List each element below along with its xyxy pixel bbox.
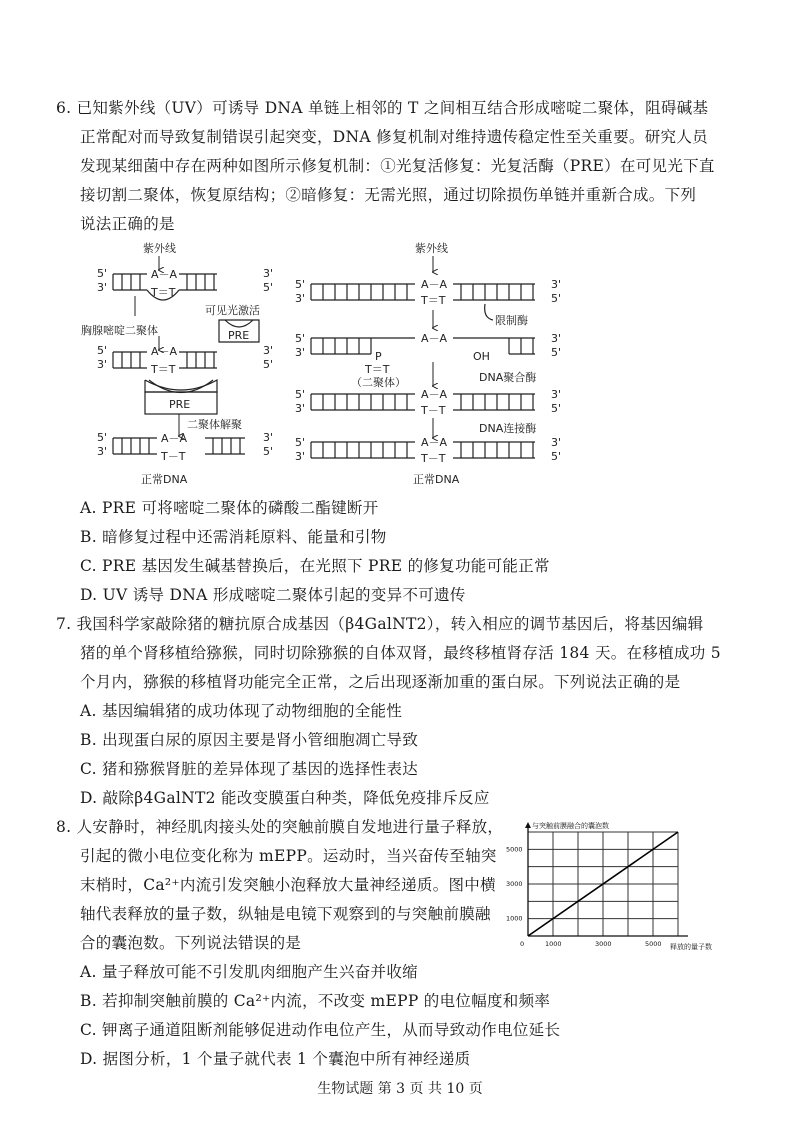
x-tick-label: 0 [520,940,525,948]
quantum-vesicle-chart [490,818,720,952]
q6-option-b: B. 暗修复过程中还需消耗原料、能量和引物 [80,528,387,546]
svg-text:A－A: A－A [421,332,448,345]
q8-option-c: C. 钾离子通道阻断剂能够促进动作电位产生，从而导致动作电位延长 [80,1021,561,1039]
svg-text:5': 5' [295,278,306,291]
svg-text:3': 3' [295,402,306,415]
svg-text:3': 3' [295,292,306,305]
dna-polymerase-label: DNA聚合酶 [479,371,537,384]
svg-text:T＝T: T＝T [421,294,446,307]
svg-text:3': 3' [551,388,562,401]
end-5-label: 5' [97,267,108,280]
svg-text:3': 3' [263,344,274,357]
svg-text:A－A: A－A [161,432,188,445]
svg-text:5': 5' [263,281,274,294]
svg-text:5': 5' [295,388,306,401]
normal-dna-label-left: 正常DNA [141,473,188,486]
pre-enzyme-1: PRE [228,329,250,342]
svg-text:T＝T: T＝T [365,363,390,376]
q7-stem-line-1: 7. 我国科学家敲除猪的糖抗原合成基因（β4GalNT2），转入相应的调节基因后，将基因编辑 [56,615,704,633]
q8-stem-line-3: 末梢时，Ca²⁺内流引发突触小泡释放大量神经递质。图中横 [80,876,496,894]
q7-option-c: C. 猪和猕猴肾脏的差异体现了基因的选择性表达 [80,760,419,778]
q7-option-b: B. 出现蛋白尿的原因主要是肾小管细胞凋亡导致 [80,731,419,749]
svg-text:A－A: A－A [421,278,448,291]
svg-text:5': 5' [551,402,562,415]
q6-option-d: D. UV 诱导 DNA 形成嘧啶二聚体引起的变异不可遗传 [80,586,466,604]
y-axis-title: 与突触前膜融合的囊泡数 [532,822,609,830]
svg-text:3': 3' [551,332,562,345]
svg-text:5': 5' [295,436,306,449]
svg-text:A－A: A－A [151,345,178,358]
visible-light-label: 可见光激活 [205,304,260,317]
q7-option-a: A. 基因编辑猪的成功体现了动物细胞的全能性 [80,702,403,720]
q8-stem-line-1: 8. 人安静时，神经肌肉接头处的突触前膜自发地进行量子释放， [56,818,504,836]
svg-text:3': 3' [551,436,562,449]
q7-stem-line-3: 个月内，猕猴的移植肾功能完全正常，之后出现逐渐加重的蛋白尿。下列说法正确的是 [80,673,681,691]
svg-text:5': 5' [551,292,562,305]
svg-text:5': 5' [97,344,108,357]
end-3-label: 3' [97,281,108,294]
dimer-break-label: 二聚体解聚 [187,418,242,431]
svg-text:A－A: A－A [421,436,448,449]
svg-text:3': 3' [295,346,306,359]
x-tick-label: 3000 [595,940,612,948]
endonuclease-label: 限制酶 [495,314,528,327]
svg-text:5': 5' [263,445,274,458]
svg-text:5': 5' [295,332,306,345]
x-axis-title: 释放的量子数 [670,943,712,951]
tt-dimer-1: T＝T [151,286,176,299]
svg-text:5': 5' [97,431,108,444]
q7-option-d: D. 敲除β4GalNT2 能改变膜蛋白种类，降低免疫排斥反应 [80,789,490,807]
svg-text:5': 5' [551,450,562,463]
q6-stem-line-3: 发现某细菌中存在两种如图所示修复机制：①光复活修复：光复活酶（PRE）在可见光下直 [80,157,715,175]
q8-stem-line-5: 合的囊泡数。下列说法错误的是 [80,934,302,952]
q8-option-a: A. 量子释放可能不引发肌肉细胞产生兴奋并收缩 [80,963,418,981]
svg-text:3': 3' [97,445,108,458]
y-axis-arrow [525,822,531,828]
svg-text:A－A: A－A [421,388,448,401]
dna-repair-diagram [81,240,575,490]
svg-text:3': 3' [263,431,274,444]
svg-text:T－T: T－T [421,404,446,417]
svg-text:T－T: T－T [421,452,446,465]
x-tick-label: 1000 [545,940,562,948]
dna-ligase-label: DNA连接酶 [479,422,537,435]
q6-stem-line-4: 接切割二聚体，恢复原结构；②暗修复：无需光照，通过切除损伤单链并重新合成。下列 [80,186,697,204]
svg-text:3': 3' [295,450,306,463]
page-footer: 生物试题 第 3 页 共 10 页 [317,1081,483,1097]
y-tick-label: 5000 [506,845,523,854]
svg-text:3': 3' [263,267,274,280]
svg-text:T＝T: T＝T [151,363,176,376]
excised-dimer-label: （二聚体） [351,376,406,389]
thymine-dimer-label: 胸腺嘧啶二聚体 [81,324,158,337]
aa-pair-1: A－A [151,268,178,281]
q7-stem-line-2: 猪的单个肾移植给猕猴，同时切除猕猴的自体双肾，最终移植肾存活 184 天。在移植成功 5 [80,644,721,662]
svg-text:3': 3' [97,358,108,371]
svg-text:T－T: T－T [161,450,186,463]
y-tick-label: 3000 [506,880,523,888]
q6-option-a: A. PRE 可将嘧啶二聚体的磷酸二酯键断开 [80,499,379,517]
q8-option-b: B. 若抑制突触前膜的 Ca²⁺内流，不改变 mEPP 的电位幅度和频率 [80,992,551,1010]
q6-stem-line-1: 6. 已知紫外线（UV）可诱导 DNA 单链上相邻的 T 之间相互结合形成嘧啶二聚体，阻碍碱基 [56,99,709,117]
y-tick-label: 1000 [506,914,523,923]
x-tick-label: 5000 [645,940,662,948]
uv-label-left: 紫外线 [143,242,176,255]
svg-text:3': 3' [551,278,562,291]
pre-enzyme-2: PRE [169,398,191,411]
q6-option-c: C. PRE 基因发生碱基替换后，在光照下 PRE 的修复功能可能正常 [80,557,550,575]
normal-dna-label-right: 正常DNA [413,473,460,486]
hydroxyl-label: OH [473,350,490,363]
svg-text:5': 5' [551,346,562,359]
phosphate-label: P [375,350,382,363]
q6-stem-line-5: 说法正确的是 [80,215,175,233]
svg-text:5': 5' [263,358,274,371]
q8-option-d: D. 据图分析，1 个量子就代表 1 个囊泡中所有神经递质 [80,1050,471,1068]
q6-stem-line-2: 正常配对而导致复制错误引起突变，DNA 修复机制对维持遗传稳定性至关重要。研究人员 [80,128,708,146]
uv-label-right: 紫外线 [415,242,448,255]
q8-stem-line-4: 轴代表释放的量子数，纵轴是电镜下观察到的与突触前膜融 [80,905,491,923]
q8-stem-line-2: 引起的微小电位变化称为 mEPP。运动时，当兴奋传至轴突 [80,847,497,865]
